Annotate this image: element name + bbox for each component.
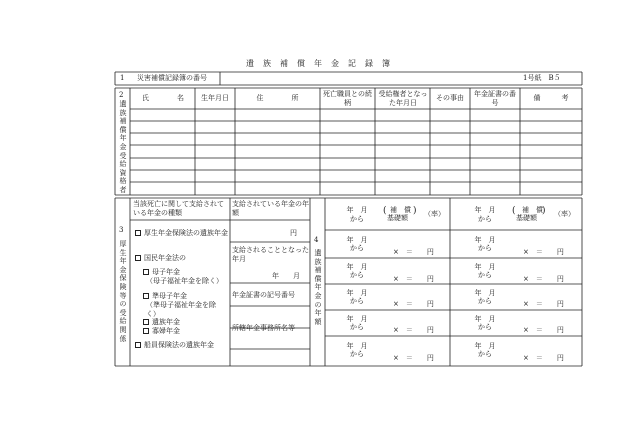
col-header-relationship bbox=[320, 90, 375, 108]
pension-item-quasi-mother-child[interactable] bbox=[143, 292, 187, 301]
col-header-relationship-text: 死亡職員との続柄 bbox=[323, 90, 372, 107]
from-kara-right-2: から bbox=[478, 271, 492, 279]
col-header-entitlement-date bbox=[376, 90, 430, 108]
pension-item-label: 準母子年金 bbox=[152, 292, 187, 300]
from-kara-left-1: から bbox=[350, 244, 364, 252]
col-header-name: 氏 名 bbox=[142, 94, 184, 102]
section1-number: 1 bbox=[120, 74, 125, 82]
document-title: 遺 族 補 償 年 金 記 録 簿 bbox=[246, 59, 391, 68]
pension-item-label: 寡婦年金 bbox=[152, 327, 180, 335]
checkbox-icon[interactable] bbox=[135, 342, 141, 348]
col-header-remarks: 備 考 bbox=[533, 94, 569, 102]
from-ym-left-1: 年 月 bbox=[346, 236, 368, 244]
from-ym-right-3: 年 月 bbox=[474, 289, 496, 297]
pension-item-label: 船員保険法の遺族年金 bbox=[144, 341, 214, 349]
bracket-left-l: ( bbox=[383, 206, 387, 216]
formula-left-5: × ＝ 円 bbox=[393, 354, 434, 362]
cert-number-label: 年金証書の記号番号 bbox=[232, 291, 295, 299]
pension-type-header-text: 当該死亡に関して支給されている年金の種類 bbox=[133, 200, 224, 217]
from-kara-left-3: から bbox=[350, 297, 364, 305]
from-kara-right-1: から bbox=[478, 244, 492, 252]
from-kara-left-2: から bbox=[350, 271, 364, 279]
base-amount-header-right: 基礎額 bbox=[516, 214, 537, 222]
from-kara-right-3: から bbox=[478, 297, 492, 305]
col-header-address: 住 所 bbox=[256, 94, 299, 102]
checkbox-icon[interactable] bbox=[143, 269, 149, 275]
formula-left-1: × ＝ 円 bbox=[393, 248, 434, 256]
pension-item-label: 遺族年金 bbox=[152, 318, 180, 326]
section3-vertical-title: 厚生年金保険等の受給関係 bbox=[119, 240, 127, 343]
bracket-right-r: ) bbox=[542, 206, 546, 216]
formula-right-4: × ＝ 円 bbox=[523, 326, 564, 334]
start-date-label bbox=[232, 246, 309, 264]
disaster-record-number-field[interactable] bbox=[221, 73, 521, 84]
from-kara-right-5: から bbox=[478, 350, 492, 358]
from-ym-right-2: 年 月 bbox=[474, 263, 496, 271]
section2-number: 2 bbox=[119, 91, 124, 99]
pension-item-survivor[interactable] bbox=[143, 318, 180, 327]
pension-item-mother-child[interactable] bbox=[143, 268, 180, 277]
section3-number: 3 bbox=[119, 226, 124, 234]
section3-annual-amount-header bbox=[232, 200, 309, 218]
pension-item-label: 国民年金法の bbox=[144, 254, 186, 262]
formula-left-3: × ＝ 円 bbox=[393, 300, 434, 308]
from-kara-left-h: から bbox=[350, 215, 364, 223]
pension-item-seamen[interactable] bbox=[135, 341, 227, 350]
formula-right-5: × ＝ 円 bbox=[523, 354, 564, 362]
rate-header-left: （率） bbox=[424, 210, 445, 218]
from-ym-right-4: 年 月 bbox=[474, 315, 496, 323]
bracket-left-r: ) bbox=[413, 206, 417, 216]
checkbox-icon[interactable] bbox=[143, 319, 149, 325]
compensation-header-right: 補 償 bbox=[522, 206, 543, 214]
from-ym-right-1: 年 月 bbox=[474, 236, 496, 244]
checkbox-icon[interactable] bbox=[135, 255, 141, 261]
formula-right-2: × ＝ 円 bbox=[523, 275, 564, 283]
pension-item-label: 厚生年金保険法の遺族年金 bbox=[144, 229, 228, 237]
from-ym-left-3: 年 月 bbox=[346, 289, 368, 297]
annual-amount-yen-unit: 円 bbox=[290, 229, 297, 237]
pension-office-label: 所轄年金事務所名等 bbox=[232, 324, 295, 332]
start-date-unit: 年 月 bbox=[272, 272, 300, 280]
formula-right-1: × ＝ 円 bbox=[523, 248, 564, 256]
section2-vertical-title: 遺族補償年金受給資格者 bbox=[119, 100, 127, 194]
col-header-birthdate: 生年月日 bbox=[201, 94, 229, 102]
from-ym-left-h: 年 月 bbox=[346, 206, 368, 214]
col-header-cert-no-text: 年金証書の番 号 bbox=[474, 90, 537, 107]
from-kara-left-4: から bbox=[350, 323, 364, 331]
pension-item-welfare[interactable] bbox=[135, 229, 230, 238]
from-ym-left-2: 年 月 bbox=[346, 263, 368, 271]
col-header-reason: その事由 bbox=[436, 94, 464, 102]
col-header-cert-no bbox=[472, 90, 537, 108]
pension-item-widow[interactable] bbox=[143, 327, 180, 336]
from-ym-right-5: 年 月 bbox=[474, 342, 496, 350]
section1-label: 災害補償記録簿の番号 bbox=[137, 74, 207, 82]
pension-item-label: 母子年金 bbox=[152, 268, 180, 276]
checkbox-icon[interactable] bbox=[143, 328, 149, 334]
from-kara-left-5: から bbox=[350, 350, 364, 358]
pension-item-quasi-mother-child-note: （準母子福祉年金を除く） bbox=[146, 301, 216, 318]
base-amount-header-left: 基礎額 bbox=[387, 214, 408, 222]
section4-number: 4 bbox=[314, 236, 319, 244]
formula-left-2: × ＝ 円 bbox=[393, 275, 434, 283]
from-kara-right-4: から bbox=[478, 323, 492, 331]
section4-vertical-title: 遺族補償年金の年額 bbox=[314, 249, 322, 326]
from-ym-left-5: 年 月 bbox=[346, 342, 368, 350]
pension-item-mother-child-note: （母子福祉年金を除く） bbox=[146, 277, 223, 285]
compensation-header-left: 補 償 bbox=[390, 206, 411, 214]
start-date-label-text: 支給されることとなった年月 bbox=[232, 246, 309, 263]
checkbox-icon[interactable] bbox=[143, 293, 149, 299]
rate-header-right: （率） bbox=[554, 210, 575, 218]
formula-left-4: × ＝ 円 bbox=[393, 326, 434, 334]
col-header-entitlement-date-text: 受給権者となった年月日 bbox=[378, 90, 428, 107]
section3-pension-type-header bbox=[133, 200, 228, 218]
from-ym-left-4: 年 月 bbox=[346, 315, 368, 323]
from-ym-right-h: 年 月 bbox=[474, 206, 496, 214]
annual-amount-header-text: 支給されている年金の年額 bbox=[232, 200, 309, 217]
from-kara-right-h: から bbox=[478, 215, 492, 223]
formula-right-3: × ＝ 円 bbox=[523, 300, 564, 308]
checkbox-icon[interactable] bbox=[135, 230, 141, 236]
pension-item-national[interactable] bbox=[135, 254, 186, 263]
paper-size-label: 1号紙 B５ bbox=[523, 74, 561, 82]
bracket-right-l: ( bbox=[512, 206, 516, 216]
